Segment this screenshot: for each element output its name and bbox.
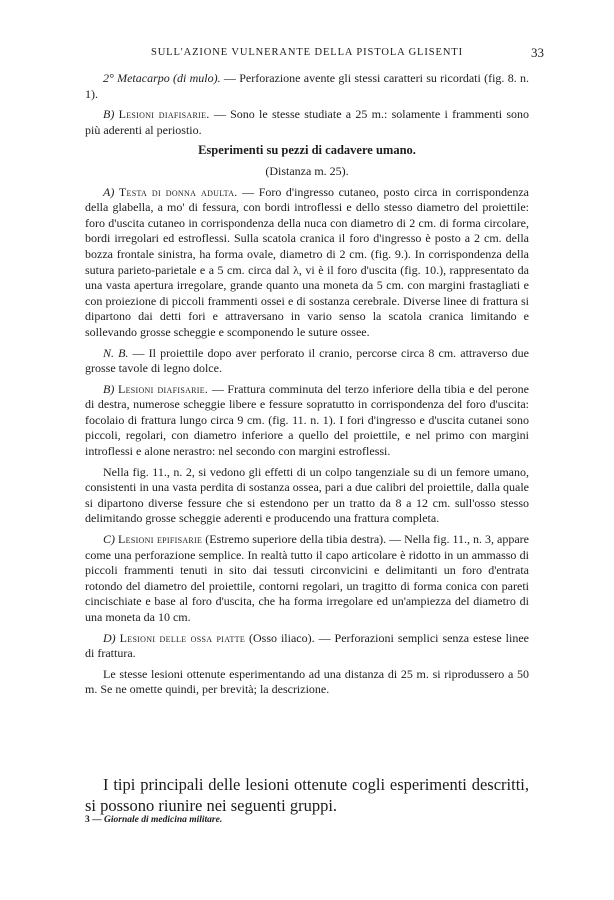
paragraph-stesse-lesioni: Le stesse lesioni ottenute esperimentando ad una distanza di 25 m. si riprodussero a 50 m. Se ne omette quindi, per brevità; la descrizione. — [85, 666, 529, 697]
diafisarie2-heading: Lesioni diafisarie. — [117, 381, 209, 396]
paragraph-nb — [85, 346, 529, 377]
nb-text: — Il proiettile dopo aver perforato il cranio, percorse circa 8 cm. attraverso due grosse tavole di legno dolce. — [85, 345, 529, 376]
paragraph-nella-fig: Nella fig. 11., n. 2, si vedono gli effetti di un colpo tangenziale su di un femore umano, consistenti in una vasta perdita di sostanza ossea, pari a due calibri del proiettile, dalla quale si dipartono diverse fessure che si estendono per un tratto da 8 a 12 cm. sull'osso stesso delimitando grosse scheggie aderenti e producendo una frattura completa. — [85, 464, 529, 526]
running-header — [90, 47, 544, 58]
diafisarie1-heading: Lesioni diafisarie. — [118, 107, 210, 122]
testa-text: — Foro d'ingresso cutaneo, posto circa in corrispondenza della glabella, a mo' di fessura, con bordi introflessi e dello stesso diametro del proiettile: foro d'uscita cutaneo in corrispondenza della nuca con diametro di 2 cm. di forma circolare, bordi irregolari ed estroflessi. Sulla scatola cranica il foro d'ingresso è posto a 2 cm. della bozza frontale sinistra, ha forma ovale, diametro di 2 cm. (fig. 9.). In corrispondenza della sutura parieto-parietale e a 5 cm. circa dal λ, vi è il foro d'uscita (fig. 10.), rappresentato da una vasta apertura irregolare, grande quanto una moneta da 5 cm. con margini frastagliati e con proiezione di piccoli frammenti ossei e di sostanza cerebrale. Diverse linee di frattura si dipartono dai detti fori e attraversano in vario senso la scatola cranica limitando e sollevando grosse scheggie e scomponendo le suture ossee. — [85, 184, 530, 339]
running-title: SULL'AZIONE VULNERANTE DELLA PISTOLA GLISENTI — [150, 47, 464, 58]
signature-number: 3 — — [85, 815, 104, 825]
diafisarie2-text: — Frattura comminuta del terzo inferiore della tibia e del perone di destra, numerose scheggie libere e fessure sopratutto in corrispondenza del foro d'uscita: focolaio di frattura lungo circa 9 cm. (fig. 11. n. 1). I fori d'ingresso e d'uscita cutanei sono piccoli, regolari, con diametro inferiore a quello del proiettile, e nel primo con margini introflessi e alone nerastro: nel secondo con margini estroflessi. — [85, 381, 530, 459]
metacarpo-lead: 2° Metacarpo (di mulo). — [103, 71, 221, 85]
epifisarie-heading: Lesioni epifisarie — [118, 532, 203, 547]
piatte-lead: D) — [103, 630, 120, 645]
diafisarie1-lead: B) — [103, 107, 119, 122]
journal-name: Giornale di medicina militare. — [104, 815, 223, 825]
diafisarie2-lead: B) — [103, 381, 118, 396]
testa-heading: Testa di donna adulta. — [118, 184, 238, 199]
metacarpo-text: — Perforazione avente gli stessi caratteri su ricordati (fig. 8. n. 1). — [85, 71, 529, 101]
section-title: Esperimenti su pezzi di cadavere umano. — [198, 143, 416, 158]
paragraph-diafisarie-2 — [85, 382, 529, 460]
testa-lead: A) — [103, 184, 119, 199]
conclusion-paragraph: I tipi principali delle lesioni ottenute cogli esperimenti descritti, si possono riunire nei seguenti gruppi. — [85, 774, 529, 815]
section-distance: (Distanza m. 25). — [265, 163, 349, 178]
paragraph-metacarpo — [85, 71, 529, 102]
paragraph-epifisarie — [85, 532, 529, 626]
piatte-heading: Lesioni delle ossa piatte — [119, 630, 246, 645]
paragraph-piatte — [85, 631, 529, 662]
nb-lead: N. B. — [103, 345, 129, 360]
footer-signature — [85, 815, 222, 825]
page-number: 33 — [531, 45, 544, 60]
diafisarie1-text: — Sono le stesse studiate a 25 m.: solamente i frammenti sono più aderenti al periostio. — [85, 107, 529, 137]
piatte-text: (Osso iliaco). — Perforazioni semplici senza estese linee di frattura. — [85, 630, 529, 661]
paragraph-testa — [85, 185, 529, 341]
epifisarie-text: (Estremo superiore della tibia destra). — Nella fig. 11., n. 3, appare come una perforazione semplice. In realtà tutto il capo articolare è ridotto in un ammasso di piccoli frammenti tenuti in sito dai tessuti circonvicini e delimitanti un foro d'entrata rotondo del diametro del proiettile, contorni regolari, un tragitto di forma conica con pareti cincischiate e base al foro d'uscita, che ha forma irregolare ed un'ampiezza del diametro di una moneta da 10 cm. — [85, 532, 530, 624]
body-text — [85, 71, 529, 703]
paragraph-diafisarie-1 — [85, 107, 529, 138]
epifisarie-lead: C) — [103, 532, 119, 547]
